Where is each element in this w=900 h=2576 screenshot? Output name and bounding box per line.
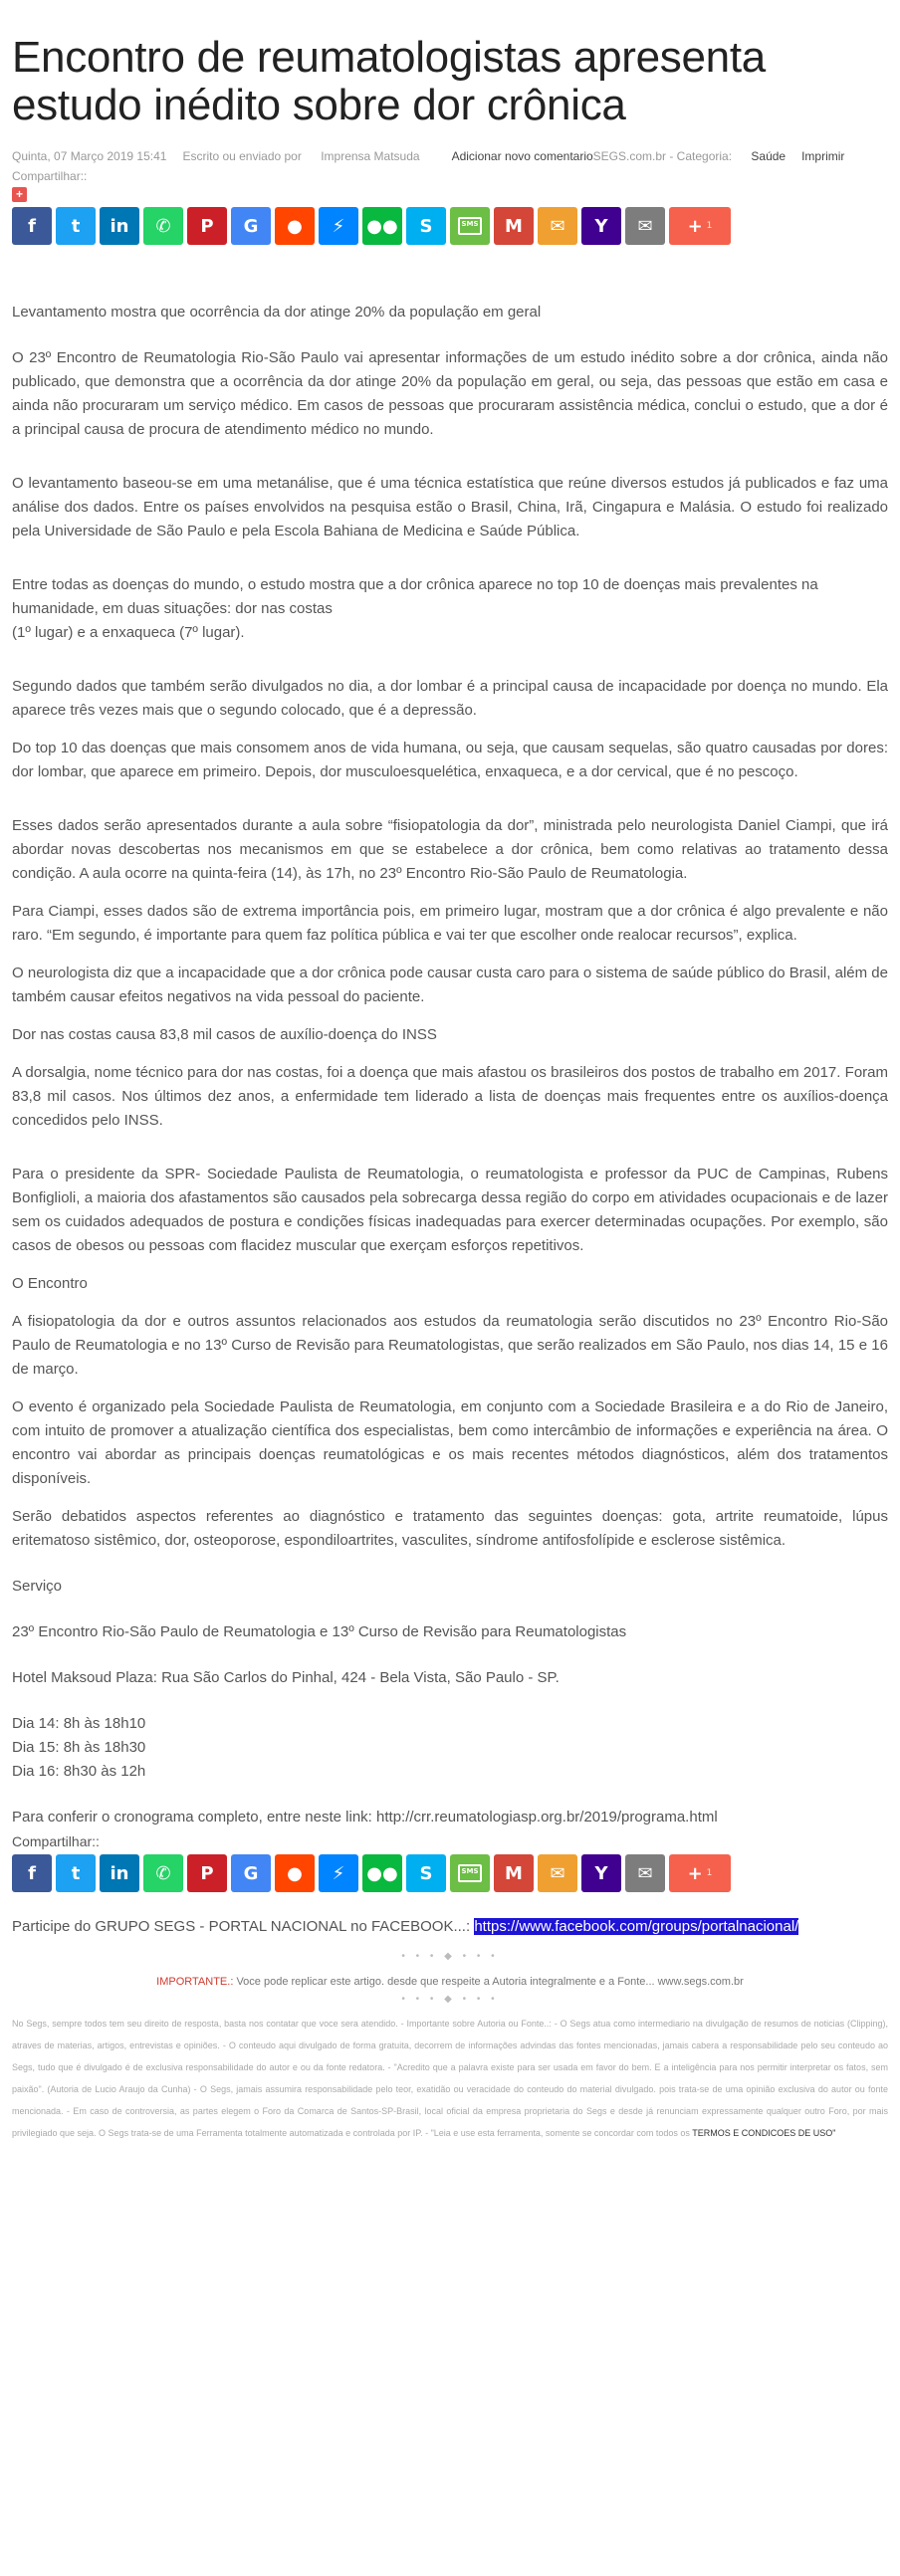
facebook-share-button[interactable] — [12, 1854, 52, 1892]
paragraph: A dorsalgia, nome técnico para dor nas costas, foi a doença que mais afastou os brasileiros dos postos de trabalho em 2017. Foram 83,8 mil casos. Nos últimos dez anos, a enfermidade tem liderado a lista de doenças mais frequentes entre os auxílios-doença concedidos pelo INSS. — [12, 1064, 888, 1129]
schedule-line: Dia 16: 8h30 às 12h — [12, 1763, 146, 1780]
paragraph: (1º lugar) e a enxaqueca (7º lugar). — [12, 624, 245, 641]
important-notice — [12, 1976, 888, 1988]
paragraph: Segundo dados que também serão divulgados no dia, a dor lombar é a principal causa de incapacidade por doença no mundo. Ela aparece três vezes mais que o segundo colocado, que é a depressão. — [12, 678, 888, 719]
disclaimer-text: No Segs, sempre todos tem seu direito de resposta, basta nos contatar que voce sera atendido. - Importante sobre Autoria ou Fonte..: - O Segs atua como intermediario na divulgação de resumos de noticias (Clipping), atraves de materias, artigos, entrevistas e opiniões. - O conteudo aqui divulgado de forma gratuita, decorrem de informações advindas das fontes mencionadas, jamais cabera a responsabilidade pelo seu conteudo ao Segs, tudo que é divulgado é de exclusiva responsabilidade do autor e ou da fonte redatora. - "Acredito que a palavra existe para ser usada em favor do bem. E a inteligência para nos permitir interpretar os fatos, sem paixão". (Autoria de Lucio Araujo da Cunha) - O Segs, jamais assumira responsabilidade pelo teor, exatidão ou veracidade do conteudo do material divulgado. pois trata-se de uma opinião exclusiva do autor ou fonte mencionada. - Em caso de controversia, as partes elegem o Foro da Comarca de Santos-SP-Brasil, local oficial da empresa proprietaria do Segs e desde já renunciam expressamente qualquer outro Foro, por mais privilegiado que seja. O Segs trata-se de uma Ferramenta totalmente automatizada e controlada por IP. - "Leia e use esta ferramenta, somente se concordar com todos os — [12, 2019, 888, 2138]
paragraph: Esses dados serão apresentados durante a aula sobre “fisiopatologia da dor”, ministrada pelo neurologista Daniel Ciampi, que irá abordar novas descobertas nos mecanismos em que se estabelece a dor crônica, bem como relativas ao tratamento dessa condição. A aula ocorre na quinta-feira (14), às 17h, no 23º Encontro Rio-São Paulo de Reumatologia. — [12, 817, 888, 882]
skype-share-button[interactable] — [406, 1854, 446, 1892]
paragraph: O neurologista diz que a incapacidade que a dor crônica pode causar custa caro para o sistema de saúde público do Brasil, além de também causar efeitos negativos na vida pessoal do paciente. — [12, 965, 888, 1005]
facebook-group-line — [12, 1918, 888, 1935]
more-share-button[interactable] — [669, 207, 731, 245]
twitter-share-button[interactable] — [56, 207, 96, 245]
author-prefix: Escrito ou enviado por — [182, 149, 302, 163]
skype-icon: S — [419, 215, 433, 237]
wechat-share-button[interactable] — [362, 207, 402, 245]
article-meta — [12, 149, 888, 163]
share-bar-bottom — [12, 1854, 888, 1892]
wechat-icon: ●● — [366, 1862, 398, 1884]
share-bar-top — [12, 207, 888, 245]
facebook-icon: f — [28, 215, 36, 237]
mail-icon: ✉ — [637, 215, 653, 237]
site-label: SEGS.com.br - Categoria: — [592, 149, 733, 163]
twitter-icon: t — [71, 1862, 81, 1884]
reddit-icon: ● — [287, 1862, 303, 1884]
messenger-icon: ⚡ — [332, 1862, 345, 1884]
twitter-share-button[interactable] — [56, 1854, 96, 1892]
pinterest-share-button[interactable] — [187, 207, 227, 245]
plus-icon: + — [687, 1862, 703, 1884]
share-label-top: Compartilhar:: — [12, 169, 88, 183]
google-share-button[interactable] — [231, 207, 271, 245]
paragraph: A fisiopatologia da dor e outros assuntos relacionados aos estudos da reumatologia serão discutidos no 23º Encontro Rio-São Paulo de Reumatologia e no 13º Curso de Revisão para Reumatologistas, que serão realizados em São Paulo, nos dias 14, 15 e 16 de março. — [12, 1313, 888, 1378]
disclaimer — [12, 2013, 888, 2144]
category-link[interactable]: Saúde — [751, 149, 787, 163]
gmail-icon: M — [505, 1862, 523, 1884]
email-share-button[interactable] — [538, 1854, 577, 1892]
twitter-icon: t — [71, 215, 81, 237]
important-text: Voce pode replicar este artigo. desde que respeite a Autoria integralmente e a Fonte... www.segs.com.br — [236, 1976, 744, 1988]
subheading: O Encontro — [12, 1275, 88, 1292]
important-label: IMPORTANTE.: — [156, 1976, 234, 1988]
pinterest-share-button[interactable] — [187, 1854, 227, 1892]
paragraph: Para conferir o cronograma completo, entre neste link: http://crr.reumatologiasp.org.br/2019/programa.html — [12, 1809, 718, 1825]
yahoo-icon: Y — [594, 1862, 608, 1884]
paragraph: Para o presidente da SPR- Sociedade Paulista de Reumatologia, o reumatologista e professor da PUC de Campinas, Rubens Bonfiglioli, a maioria dos afastamentos são causados pela sobrecarga dessa região do corpo em atividades ocupacionais e de lazer sem os cuidados adequados de postura e condições físicas inadequadas para exercer determinadas ocupações. Por exemplo, são casos de obesos ou pessoas com flacidez muscular que exerçam esforços repetitivos. — [12, 1166, 888, 1254]
google-icon: G — [243, 1862, 259, 1884]
author-name: Imprensa Matsuda — [321, 149, 420, 163]
facebook-share-button[interactable] — [12, 207, 52, 245]
more-share-button[interactable] — [669, 1854, 731, 1892]
messenger-share-button[interactable] — [319, 1854, 358, 1892]
whatsapp-icon: ✆ — [155, 1862, 171, 1884]
sms-icon: SMS — [458, 217, 482, 235]
google-icon: G — [243, 215, 259, 237]
schedule-line: Dia 15: 8h às 18h30 — [12, 1739, 146, 1756]
wechat-share-button[interactable] — [362, 1854, 402, 1892]
linkedin-share-button[interactable] — [100, 207, 139, 245]
yahoo-share-button[interactable] — [581, 1854, 621, 1892]
whatsapp-share-button[interactable] — [143, 1854, 183, 1892]
terms-link[interactable]: TERMOS E CONDICOES DE USO" — [692, 2128, 836, 2138]
paragraph: Do top 10 das doenças que mais consomem anos de vida humana, ou seja, que causam sequelas, são quatro causadas por dores: dor lombar, que aparece em primeiro. Depois, dor musculoesquelética, enxaqueca, e a dor cervical, que é no pescoço. — [12, 740, 888, 780]
divider: • • • ◆ • • • — [401, 1994, 499, 2005]
gmail-share-button[interactable] — [494, 1854, 534, 1892]
plus-icon: + — [687, 215, 703, 237]
sms-share-button[interactable] — [450, 1854, 490, 1892]
subheading: Serviço — [12, 1578, 63, 1595]
mail-share-button[interactable] — [625, 207, 665, 245]
skype-icon: S — [419, 1862, 433, 1884]
article-date: Quinta, 07 Março 2019 15:41 — [12, 149, 167, 163]
facebook-group-link[interactable]: https://www.facebook.com/groups/portalnacional/ — [474, 1918, 799, 1935]
pinterest-icon: P — [200, 215, 214, 237]
article-body — [12, 301, 888, 1829]
reddit-share-button[interactable] — [275, 1854, 315, 1892]
article-lead: Levantamento mostra que ocorrência da dor atinge 20% da população em geral — [12, 304, 542, 321]
linkedin-icon: in — [110, 215, 129, 237]
mail-share-button[interactable] — [625, 1854, 665, 1892]
facebook-icon: f — [28, 1862, 36, 1884]
article-title: Encontro de reumatologistas apresenta estudo inédito sobre dor crônica — [12, 33, 766, 129]
pinterest-icon: P — [200, 1862, 214, 1884]
print-link[interactable]: Imprimir — [801, 149, 845, 163]
article-category — [593, 149, 786, 163]
whatsapp-icon: ✆ — [155, 215, 171, 237]
linkedin-icon: in — [110, 1862, 129, 1884]
facebook-group-text: Participe do GRUPO SEGS - PORTAL NACIONAL no FACEBOOK...: — [12, 1918, 471, 1935]
paragraph: O evento é organizado pela Sociedade Paulista de Reumatologia, em conjunto com a Sociedade Brasileira e a do Rio de Janeiro, com intuito de promover a atualização científica dos especialistas, bem como intercâmbio de informações e experiência na área. O encontro vai abordar as principais doenças reumatológicas e os mais recentes métodos diagnósticos, além dos tratamentos disponíveis. — [12, 1398, 888, 1487]
email-icon: ✉ — [550, 215, 565, 237]
paragraph: Entre todas as doenças do mundo, o estudo mostra que a dor crônica aparece no top 10 de doenças mais prevalentes na humanidade, em duas situações: dor nas costas — [12, 576, 818, 617]
gmail-icon: M — [505, 215, 523, 237]
share-expand-icon[interactable]: + — [12, 187, 27, 202]
gmail-share-button[interactable] — [494, 207, 534, 245]
mail-icon: ✉ — [637, 1862, 653, 1884]
paragraph: O levantamento baseou-se em uma metanálise, que é uma técnica estatística que reúne diversos estudos já publicados e faz uma análise dos dados. Entre os países envolvidos na pesquisa estão o Brasil, China, Irã, Cingapura e Malásia. O estudo foi realizado pela Universidade de São Paulo e pela Escola Bahiana de Medicina e Saúde Pública. — [12, 475, 888, 539]
skype-share-button[interactable] — [406, 207, 446, 245]
reddit-share-button[interactable] — [275, 207, 315, 245]
email-icon: ✉ — [550, 1862, 565, 1884]
divider: • • • ◆ • • • — [401, 1951, 499, 1962]
paragraph: O 23º Encontro de Reumatologia Rio-São Paulo vai apresentar informações de um estudo inédito sobre a dor crônica, ainda não publicado, que demonstra que a ocorrência da dor atinge 20% da população em geral, ou seja, das pessoas que estão em casa e ainda não procuraram um serviço médico. Em casos de pessoas que procuraram assistência médica, conclui o estudo, que a dor é a principal causa de procura de atendimento médico no mundo. — [12, 349, 888, 438]
paragraph: 23º Encontro Rio-São Paulo de Reumatologia e 13º Curso de Revisão para Reumatologistas — [12, 1623, 627, 1640]
yahoo-share-button[interactable] — [581, 207, 621, 245]
messenger-share-button[interactable] — [319, 207, 358, 245]
email-share-button[interactable] — [538, 207, 577, 245]
article-author — [182, 149, 435, 163]
share-count: 1 — [706, 221, 713, 231]
paragraph: Hotel Maksoud Plaza: Rua São Carlos do Pinhal, 424 - Bela Vista, São Paulo - SP. — [12, 1669, 560, 1686]
share-count: 1 — [706, 1868, 713, 1878]
add-comment-link[interactable]: Adicionar novo comentario — [451, 149, 593, 163]
schedule-line: Dia 14: 8h às 18h10 — [12, 1715, 146, 1732]
google-share-button[interactable] — [231, 1854, 271, 1892]
sms-icon: SMS — [458, 1864, 482, 1882]
wechat-icon: ●● — [366, 215, 398, 237]
paragraph: Serão debatidos aspectos referentes ao diagnóstico e tratamento das seguintes doenças: gota, artrite reumatoide, lúpus eritematoso sistêmico, dor, osteoporose, espondiloartrites, vasculites, síndrome antifosfolípide e esclerose sistêmica. — [12, 1508, 888, 1549]
whatsapp-share-button[interactable] — [143, 207, 183, 245]
messenger-icon: ⚡ — [332, 215, 345, 237]
paragraph: Para Ciampi, esses dados são de extrema importância pois, em primeiro lugar, mostram que a dor crônica é algo prevalente e não raro. “Em segundo, é importante para quem faz política pública e vai ter que escolher onde realocar recursos”, explica. — [12, 903, 888, 944]
subheading: Dor nas costas causa 83,8 mil casos de auxílio-doença do INSS — [12, 1026, 437, 1043]
share-label-bottom: Compartilhar:: — [12, 1833, 100, 1849]
sms-share-button[interactable] — [450, 207, 490, 245]
yahoo-icon: Y — [594, 215, 608, 237]
reddit-icon: ● — [287, 215, 303, 237]
linkedin-share-button[interactable] — [100, 1854, 139, 1892]
